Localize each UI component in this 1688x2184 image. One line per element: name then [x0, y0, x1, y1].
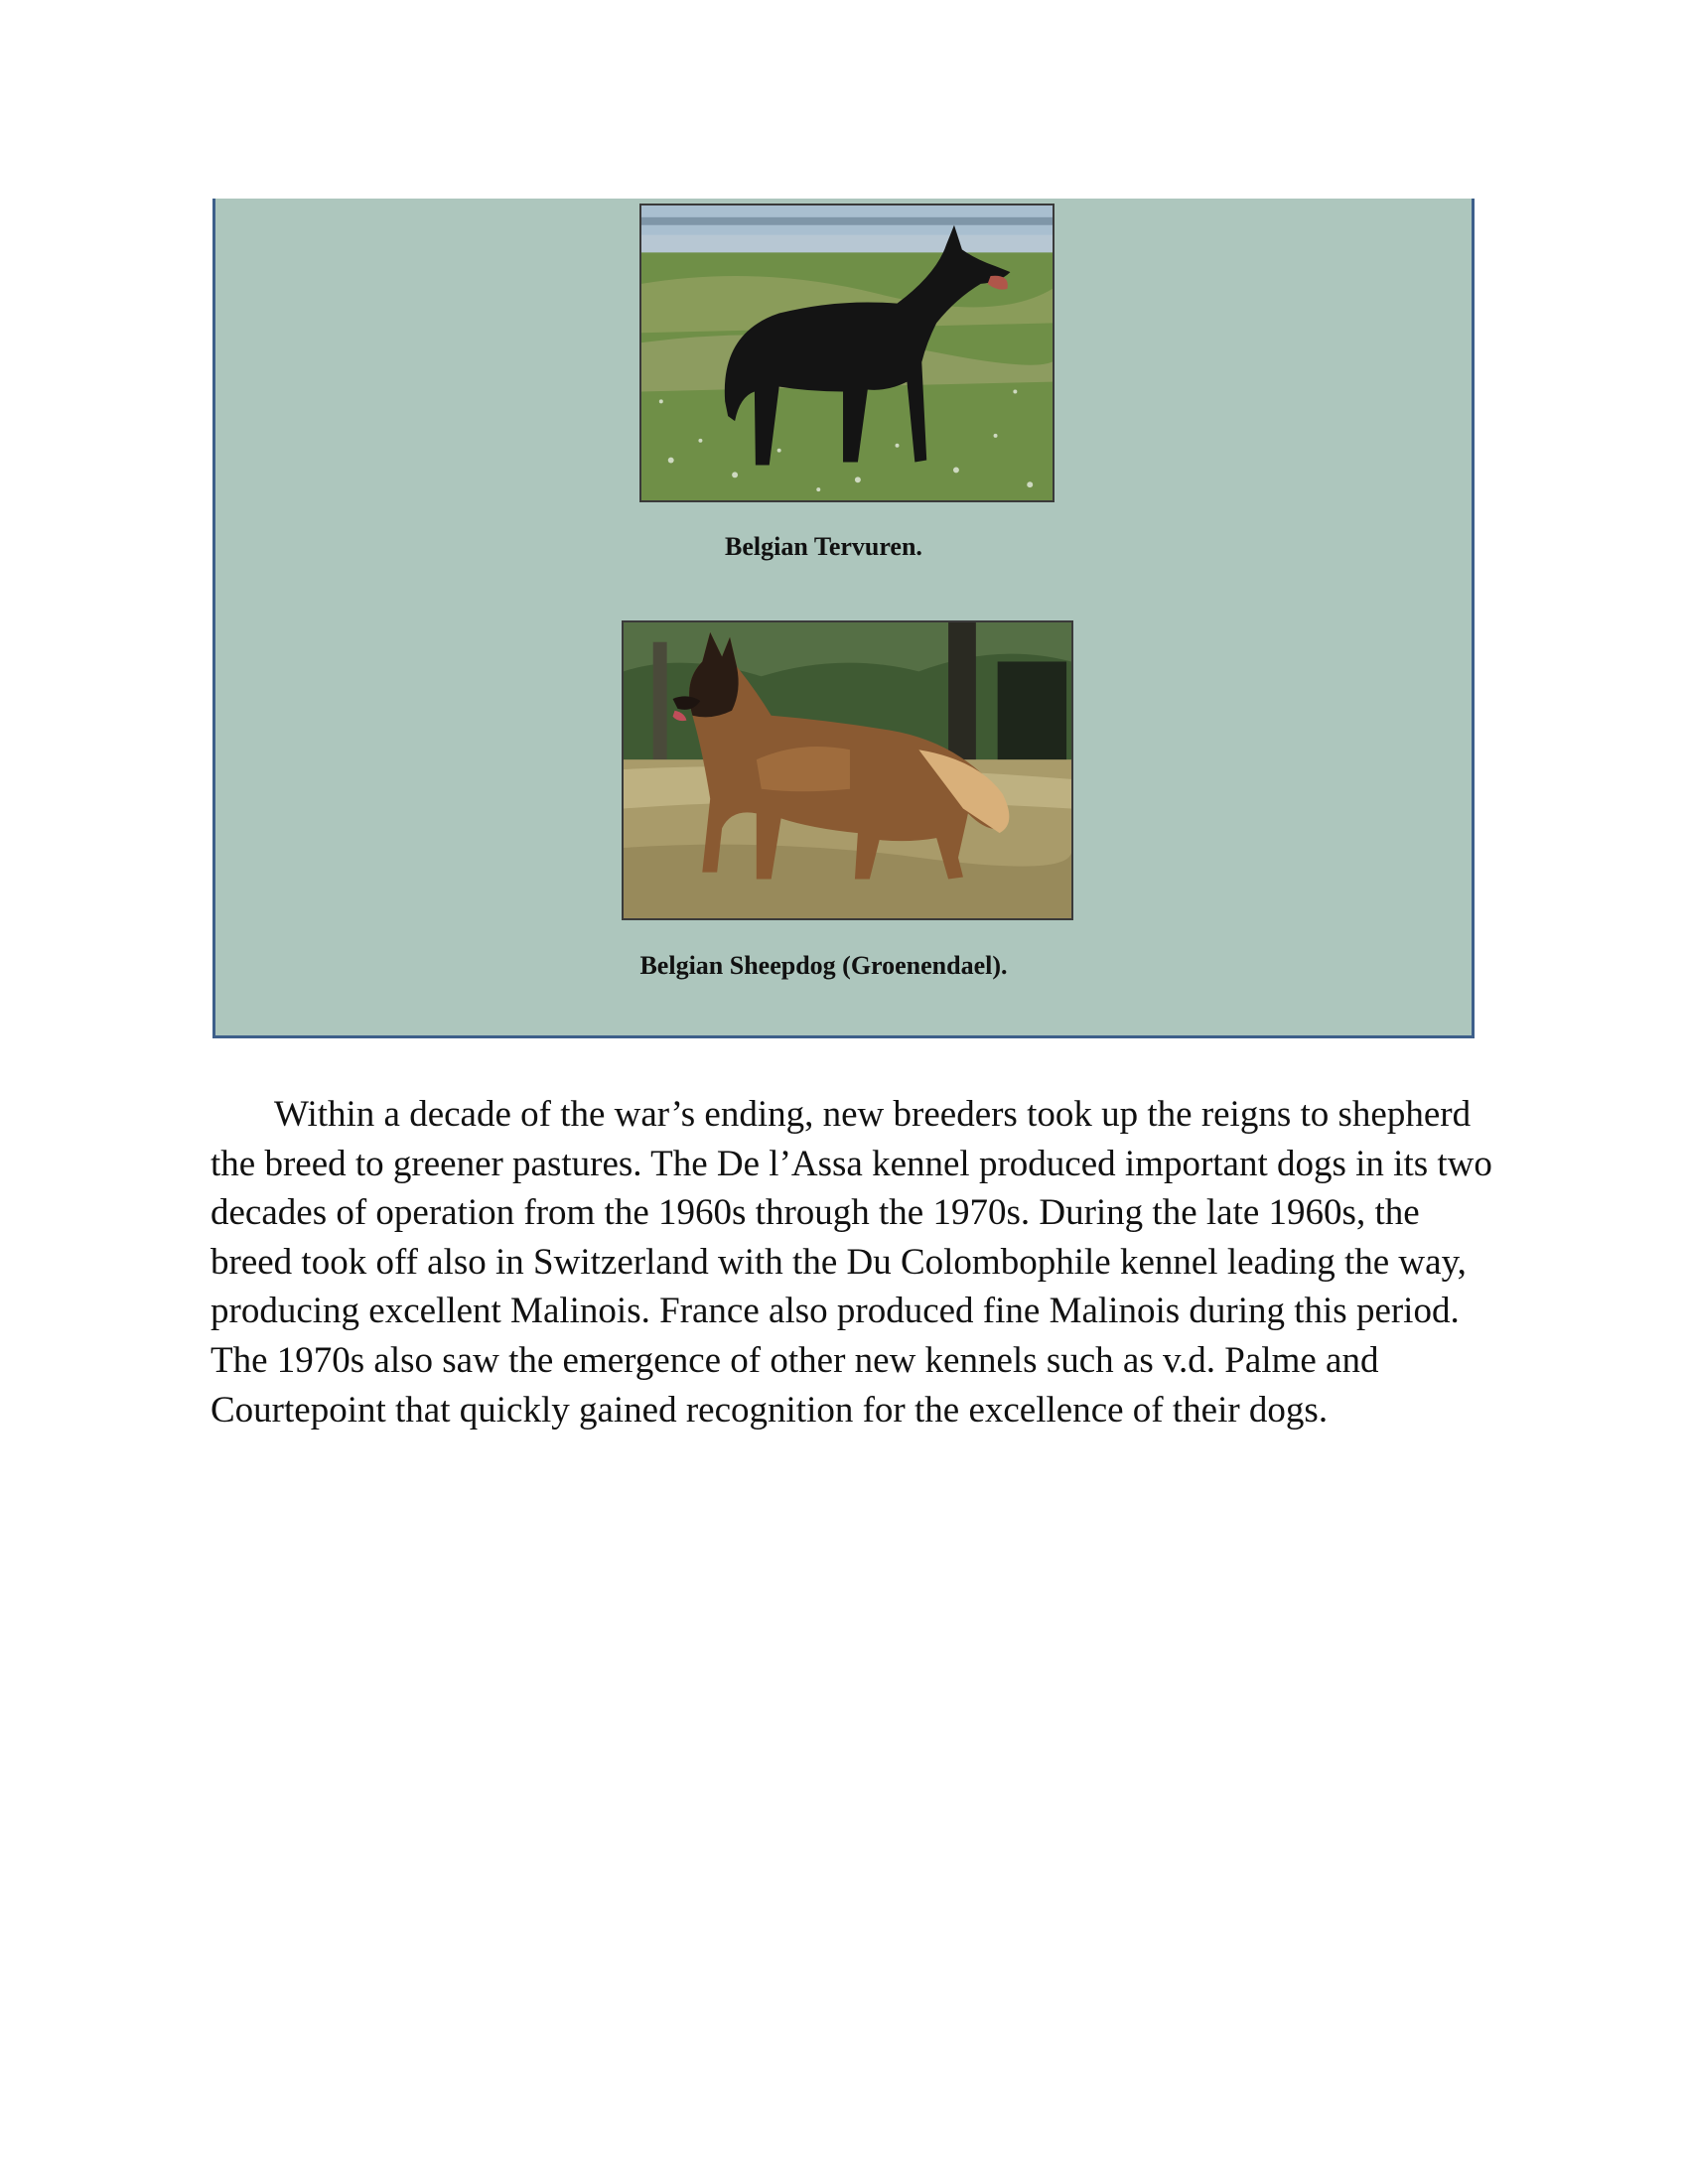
figure-caption: Belgian Sheepdog (Groenendael).	[639, 951, 1008, 980]
belgian-tervuren-photo	[639, 204, 1055, 502]
belgian-sheepdog-photo	[622, 620, 1073, 920]
figure-caption: Belgian Tervuren.	[725, 532, 922, 561]
body-paragraph: Within a decade of the war’s ending, new breeders took up the reigns to shepherd the breed to greener pastures. The De l’Assa kennel produced important dogs in its two decades of operation from the 1960s through the 1970s. During the late 1960s, the breed took off also in Switzerland with the Du Colombophile kennel leading the way, producing excellent Malinois. France also produced fine Malinois during this period. The 1970s also saw the emergence of other new kennels such as v.d. Palme and Courtepoint that quickly gained recognition for the excellence of their dogs.	[211, 1094, 1492, 1431]
figure-box	[212, 199, 1475, 1038]
